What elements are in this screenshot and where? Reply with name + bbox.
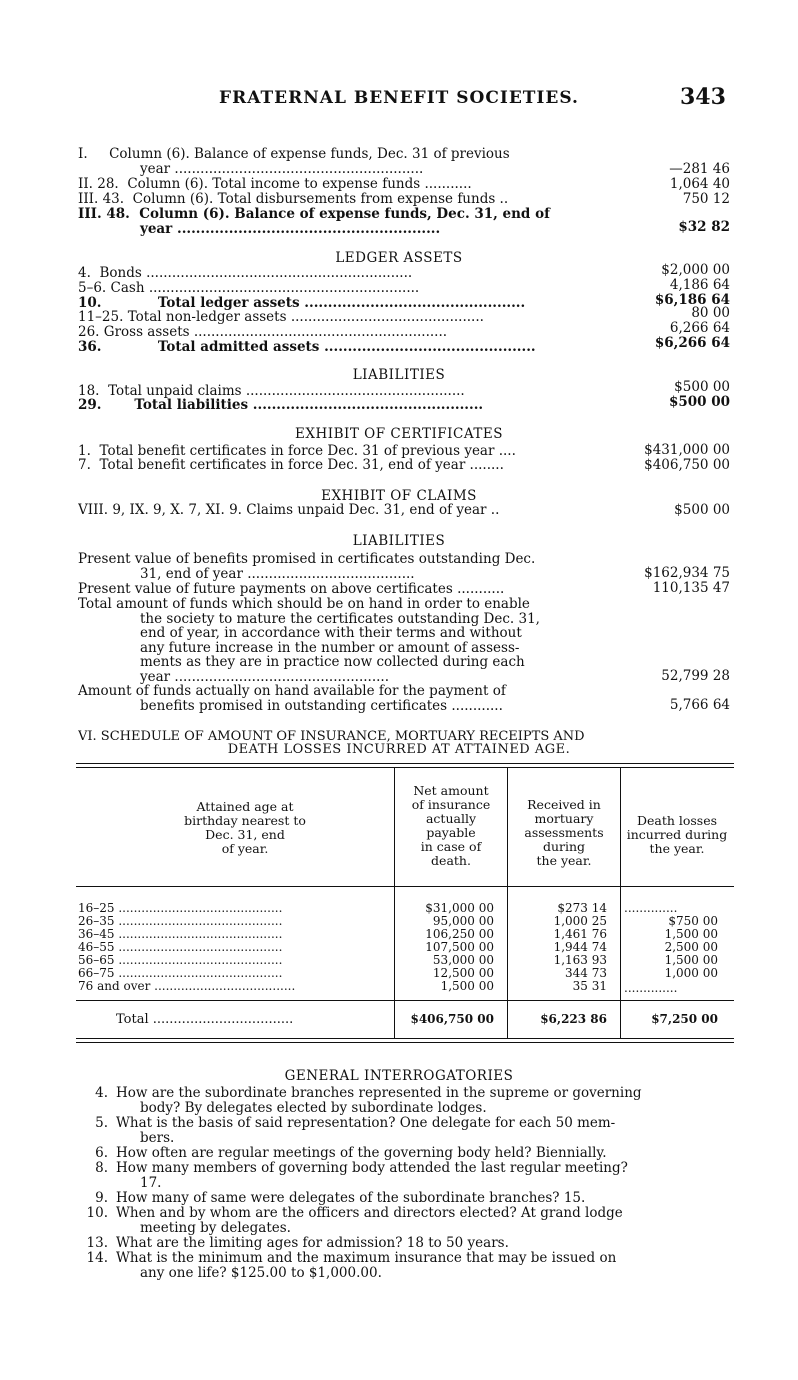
schedule-heading-line2: DEATH LOSSES INCURRED AT ATTAINED AGE. — [227, 742, 571, 757]
expense-line-2: II. 28. Column (6). Total income to expense funds ........... — [78, 177, 472, 192]
table-cell-received: 1,944 74 — [553, 940, 607, 954]
expense-line-4-cont: year ........................................................ — [140, 222, 441, 237]
table-cell-received: $273 14 — [557, 901, 607, 915]
table-rule-head — [76, 886, 734, 887]
table-rule-total — [76, 1000, 734, 1001]
ledger-row: 4. Bonds .............................................................. — [78, 266, 413, 281]
document-page: FRATERNAL BENEFIT SOCIETIES. 343 I. Column (6). Balance of expense funds, Dec. 31 of previous year .......................................................... —281 46 II. 28. Column (6). Total income to expense funds ........... 1,064 40 III. 43. Column (6). Total disbursements from expense funds .. 750 12 III. 48. Column (6). Balance of expense funds, Dec. 31, end of year ........................................................ $32 82 LEDGER ASSETS 4. Bonds .............................................................. $2,000 00 5–6. Cash ............................................................... 4,186 64 10. Total ledger assets ............................................... $6,186 64 11–25. Total non-ledger assets ............................................. 80 00 26. Gross assets ........................................................... 6,266 64 36. Total admitted assets ............................................. $6,266 64 LIABILITIES 18. Total unpaid claims ................................................... $500 00 29. Total liabilities ................................................. $500 00 EXHIBIT OF CERTIFICATES 1. Total benefit certificates in force Dec. 31 of previous year .... $431,000 00 7. Total benefit certificates in force Dec. 31, end of year ........ $406,750 00 EXHIBIT OF CLAIMS VIII. 9, IX. 9, X. 7, XI. 9. Claims unpaid Dec. 31, end of year .. $500 00 LIABILITIES Present value of benefits promised in certificates outstanding Dec. 31, end of year ....................................... $162,934 75 Present value of future payments on above certificates ........... 110,135 47 Total amount of funds which should be on hand in order to enable the society to mature the certificates outstanding Dec. 31, end of year, in accordance with their terms and without any future increase in the number or amount of assess- ments as they are in practice now collected during each year .................................................. 52,799 28 Amount of funds actually on hand available for the payment of benefits promised in outstanding certificates ............ 5,766 64 VI. SCHEDULE OF AMOUNT OF INSURANCE, MORTUARY RECEIPTS AND DEATH LOSSES INCURRED AT ATTAINED AGE. Attained age at birthday nearest to Dec. 31, end of year. Net amount of insurance actually payable in case of death. Received in mortuary assessments during the year. Death losses incurred during the year. 16–25 ........................................... $31,000 00 $273 14 .............. 26–35 ........................................... 95,000 00 1,000 25 $750 00 36–45 ........................................... 106,250 00 1,461 76 1,500 00 46–55 ........................................... 107,500 00 1,944 74 2,500 00 56–65 ........................................... 53,000 00 1,163 93 1,500 00 66–75 ........................................... 12,500 00 344 73 1,000 00 76 and over ..................................... 1,500 00 35 31 .............. Total .................................. $406,750 00 $6,223 86 $7,250 00 GENERAL INTERROGATORIES 4. How are the subordinate branches represented in the supreme or governing body? By delegates elected by subordinate lodges. 5. What is the basis of said representation? One delegate for each 50 mem- bers. 6. How often are regular meetings of the governing body held? Biennially. 8. How many members of governing body attended the last regular meeting? 17. 9. How many of same were delegates of the subordinate branches? 15. 10. When and by whom are the officers and directors elected? At grand lodge meeting by delegates. 13. What are the limiting ages for admission? 18 to 50 years. 14. What is the minimum and the maximum insurance that may be issued on any one life? $125.00 to $1,000.00. — [0, 0, 798, 1380]
liabilities2-item: Present value of future payments on above certificates ........... — [78, 581, 505, 597]
liabilities-row: 29. Total liabilities ................................................. — [78, 398, 484, 413]
liabilities2-value: $162,934 75 — [644, 565, 730, 581]
table-cell-death: 1,500 00 — [664, 927, 718, 941]
ledger-value: 80 00 — [691, 305, 730, 321]
table-total-death: $7,250 00 — [651, 1012, 718, 1026]
certificates-row: 1. Total benefit certificates in force Dec. 31 of previous year .... — [78, 444, 516, 459]
ledger-row: 26. Gross assets ........................................................... — [78, 325, 448, 340]
table-rule-bottom-2 — [76, 1042, 734, 1043]
certificates-value: $406,750 00 — [644, 457, 730, 473]
table-total-net: $406,750 00 — [410, 1012, 494, 1026]
ledger-row: 11–25. Total non-ledger assets ............................................. — [78, 310, 484, 325]
table-cell-net: 12,500 00 — [432, 966, 494, 980]
liabilities2-item: Present value of benefits promised in certificates outstanding Dec. 31, end of year ....................................... — [78, 551, 536, 582]
table-row: 56–65 ........................................... — [78, 953, 283, 967]
ledger-row: 36. Total admitted assets ............................................. — [78, 340, 536, 355]
ledger-value: $6,186 64 — [654, 292, 730, 308]
col-divider — [394, 767, 395, 1038]
claims-heading: EXHIBIT OF CLAIMS — [321, 488, 477, 504]
liabilities2-value: 5,766 64 — [669, 697, 730, 713]
expense-value-2: 1,064 40 — [669, 176, 730, 192]
table-row: 26–35 ........................................... — [78, 914, 283, 928]
liabilities2-item: Total amount of funds which should be on hand in order to enable the society to mature the certificates outstanding Dec. 31, end of year, in accordance with their terms and without any future increase in the number or amount of assess- ments as they are in practice now collected during each year .................................................. — [78, 596, 540, 685]
table-cell-net: 107,500 00 — [425, 940, 494, 954]
expense-line-3: III. 43. Column (6). Total disbursements from expense funds .. — [78, 192, 509, 207]
liabilities-value: $500 00 — [668, 394, 730, 410]
interrogatories-heading: GENERAL INTERROGATORIES — [284, 1068, 514, 1084]
claims-value: $500 00 — [674, 502, 730, 518]
schedule-heading-line1: VI. SCHEDULE OF AMOUNT OF INSURANCE, MORTUARY RECEIPTS AND — [78, 729, 585, 744]
expense-value-3: 750 12 — [682, 191, 730, 207]
liabilities-row: 18. Total unpaid claims ................................................... — [78, 384, 465, 399]
table-cell-death-dots: .............. — [624, 981, 678, 995]
table-cell-received: 1,000 25 — [553, 914, 607, 928]
page-number: 343 — [680, 84, 726, 110]
certificates-heading: EXHIBIT OF CERTIFICATES — [295, 426, 503, 442]
expense-value-1: —281 46 — [669, 161, 730, 177]
table-cell-net: 1,500 00 — [440, 979, 494, 993]
table-rule-top-2 — [76, 767, 734, 768]
col-divider — [507, 767, 508, 1038]
table-cell-received: 1,461 76 — [553, 927, 607, 941]
table-row: 66–75 ........................................... — [78, 966, 283, 980]
col-head-death: Death losses incurred during the year. — [626, 813, 728, 856]
ledger-value: $6,266 64 — [654, 335, 730, 351]
liabilities2-value: 52,799 28 — [661, 668, 730, 684]
ledger-value: 6,266 64 — [669, 320, 730, 336]
table-cell-death-dots: .............. — [624, 901, 678, 915]
table-cell-net: 53,000 00 — [432, 953, 494, 967]
ledger-value: 4,186 64 — [669, 277, 730, 293]
col-head-received: Received in mortuary assessments during the year. — [524, 797, 604, 868]
ledger-value: $2,000 00 — [661, 262, 730, 278]
liabilities2-heading: LIABILITIES — [352, 533, 446, 549]
liabilities-heading: LIABILITIES — [352, 367, 446, 383]
liabilities-value: $500 00 — [674, 379, 730, 395]
certificates-value: $431,000 00 — [644, 442, 730, 458]
ledger-row: 5–6. Cash ............................................................... — [78, 281, 420, 296]
table-cell-death: $750 00 — [668, 914, 718, 928]
table-row: 16–25 ........................................... — [78, 901, 283, 915]
table-cell-received: 35 31 — [572, 979, 607, 993]
running-head: FRATERNAL BENEFIT SOCIETIES. — [219, 88, 579, 108]
col-head-age: Attained age at birthday nearest to Dec. 31, end of year. — [184, 799, 306, 856]
table-cell-received: 344 73 — [565, 966, 607, 980]
table-row: 76 and over ..................................... — [78, 979, 296, 993]
table-cell-death: 1,500 00 — [664, 953, 718, 967]
expense-value-4: $32 82 — [678, 219, 730, 235]
expense-line-1-cont: year .......................................................... — [140, 162, 424, 177]
table-cell-death: 2,500 00 — [664, 940, 718, 954]
table-total-row: Total .................................. — [116, 1012, 294, 1027]
claims-row: VIII. 9, IX. 9, X. 7, XI. 9. Claims unpaid Dec. 31, end of year .. — [78, 503, 500, 518]
ledger-row: 10. Total ledger assets ............................................... — [78, 296, 526, 311]
col-head-net: Net amount of insurance actually payable in case of death. — [411, 783, 491, 868]
table-cell-death: 1,000 00 — [664, 966, 718, 980]
table-row: 46–55 ........................................... — [78, 940, 283, 954]
liabilities2-value: 110,135 47 — [652, 580, 730, 596]
table-cell-net: $31,000 00 — [425, 901, 494, 915]
table-total-received: $6,223 86 — [540, 1012, 607, 1026]
table-cell-received: 1,163 93 — [553, 953, 607, 967]
expense-line-4: III. 48. Column (6). Balance of expense funds, Dec. 31, end of — [78, 207, 550, 222]
certificates-row: 7. Total benefit certificates in force Dec. 31, end of year ........ — [78, 458, 504, 473]
table-rule-top — [76, 763, 734, 764]
ledger-assets-heading: LEDGER ASSETS — [335, 250, 463, 266]
col-divider — [620, 767, 621, 1038]
liabilities2-item: Amount of funds actually on hand available for the payment of benefits promised in outstanding certificates ............ — [78, 683, 506, 714]
table-cell-net: 95,000 00 — [432, 914, 494, 928]
expense-line-1: I. Column (6). Balance of expense funds, Dec. 31 of previous — [78, 147, 510, 162]
table-rule-bottom — [76, 1038, 734, 1039]
table-row: 36–45 ........................................... — [78, 927, 283, 941]
table-cell-net: 106,250 00 — [425, 927, 494, 941]
